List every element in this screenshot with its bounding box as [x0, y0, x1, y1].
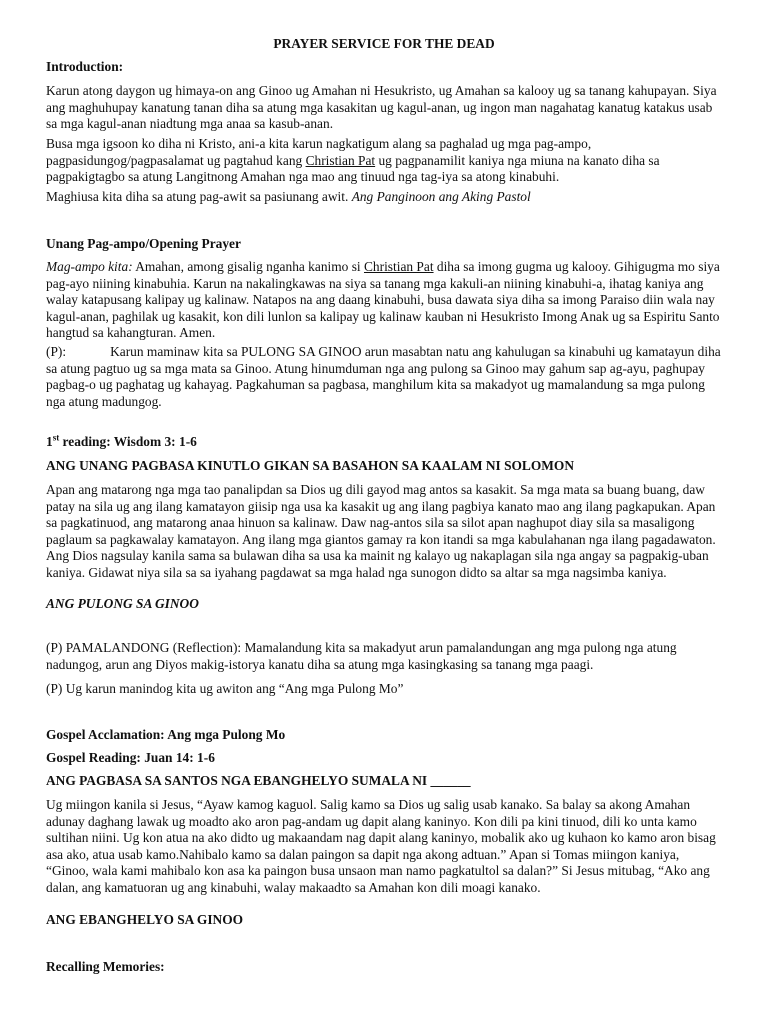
gospel-title: ANG PAGBASA SA SANTOS NGA EBANGHELYO SUMALA NI ______	[46, 773, 471, 788]
gospel-acclamation: Gospel Acclamation: Ang mga Pulong Mo	[46, 727, 286, 742]
opening-song-title: Ang Panginoon ang Aking Pastol	[351, 189, 531, 204]
first-reading-heading: 1st reading: Wisdom 3: 1-6	[46, 432, 197, 449]
first-reading-title: ANG UNANG PAGBASA KINUTLO GIKAN SA BASAHON SA KAALAM NI SOLOMON	[46, 458, 574, 473]
presider-instruction: (P): Karun maminaw kita sa PULONG SA GINOO arun masabtan natu ang kahulugan sa kinabuhi ug kamatayun diha sa atung pagtuo ug sa mga mata sa Ginoo. Atung hinumduman nga ang pulong sa Ginoo may gahum sap ag-ayu, paghupay pagbag-o ug paghatag ug kahayag. Pagkahuman sa pagbasa, manghilum kita sa makadyot ug mamalandung sa mga pulong nga atung madungog.	[46, 344, 721, 409]
first-reading-text: Apan ang matarong nga mga tao panalipdan sa Dios ug dili gayod mag antos sa kasakit. Sa mga mata sa buang buang, daw patay na sila ug ang ilang kamatayon giisip nga usa ka kasakit ug ang ilang pagbiya kanato mao ang ilang pagkapukan. Apan sa pagkatinuod, ang matarong anaa hinuon sa kalinaw. Daw nag-antos sila sa silot apan naghupot diay sila sa masaligong paglaum sa pagkawalay kamatayon. Ang ilang mga giantos gamay ra kon itandi sa mga kabulahanan nga ilang pagadawaton. Ang Dios nagsulay kanila sama sa bulawan diha sa usa ka mainit ng kalayo ug nakaplagan sila nga angay sa pagpakig-uban kaniya. Gidawat niya sila sa sa iyahang pagdawat sa mga halad nga sunogon didto sa altar sa mga nagsimba kaniya.	[46, 482, 716, 580]
page-title: PRAYER SERVICE FOR THE DEAD	[273, 36, 495, 51]
gospel-text: Ug miingon kanila si Jesus, “Ayaw kamog kaguol. Salig kamo sa Dios ug salig usab kanako. Sa balay sa akong Amahan adunay daghang lawak ug moadto ako aron pag-andam ug dapit alang kaninyo. Kon dili pa kini tinuod, dili ko unta kamo sultihan niini. Ug kon atua na ako didto ug makaandam nag dapit alang kaninyo, mobalik ako ug kuhaon ko kamo aron bisag asa ako, atua usab kamo.Nahibalo kamo sa dalan paingon sa dapit nga akong adtuan.” Apan si Tomas miingon kaniya, “Ginoo, wala kami mahibalo kon asa ka paingon busa unsaon man namo pagkatultol sa dalan?” Si Jesus mitubag, “Ako ang dalan, ang kamatuoran ug ang kinabuhi, walay makaadto sa Amahan kon dili moagi kanako.	[46, 797, 716, 895]
first-reading-close: ANG PULONG SA GINOO	[46, 596, 199, 611]
deceased-name: Christian Pat	[363, 259, 434, 274]
deceased-name: Christian Pat	[305, 152, 376, 168]
presider-label: (P):	[46, 344, 67, 359]
gospel-close: ANG EBANGHELYO SA GINOO	[46, 912, 244, 927]
prayer-lead: Mag-ampo kita:	[46, 259, 133, 274]
opening-prayer-text: Mag-ampo kita: Amahan, among gisalig nganha kanimo si Christian Pat diha sa imong gugma ug kalooy. Gihigugma mo siya pag-ayo niining kinabuhia. Karun na nakalingkawas na siya sa tanang mga kakuli-an niining kinabuhi-a, ihatag kaniya ang walay katapusang kalipay ug kalinaw. Natapos na ang daang kinabuhi, busa dawata siya diha sa imong Paraiso diin wala nay kagul-anan, paghilak ug kasakit, kon dili lunlon sa kalipay ug kalinaw kauban ni Hesukristo Imong Anak ug sa Espiritu Santo hangtud sa kahangturan. Amen.	[46, 259, 720, 341]
song-instruction: (P) Ug karun manindog kita ug awiton ang “Ang mga Pulong Mo”	[46, 681, 404, 696]
recalling-memories-heading: Recalling Memories:	[46, 959, 165, 974]
intro-heading: Introduction:	[46, 59, 124, 74]
intro-paragraph-3: Maghiusa kita diha sa atung pag-awit sa pasiunang awit. Ang Panginoon ang Aking Pastol	[46, 189, 531, 204]
opening-prayer-heading: Unang Pag-ampo/Opening Prayer	[46, 236, 241, 251]
intro-paragraph-1: Karun atong daygon ug himaya-on ang Ginoo ug Amahan ni Hesukristo, ug Amahan sa kalooy ug sa tanang kahupayan. Siya ang maghuhupay kanatung tanan diha sa atung mga kasakitan ug kagul-anan, ug ingon man nagahatag kanatug katakus usab sa mga kagul-anan niadtung mga anaa sa kasub-anan.	[46, 83, 717, 132]
reflection-paragraph: (P) PAMALANDONG (Reflection): Mamalandung kita sa makadyut arun pamalandungan ang mga pulong nga atung nadungog, arun ang Diyos makig-istorya kanatu diha sa atung mga kasingkasing sa tanang mga paagi.	[46, 640, 677, 672]
intro-paragraph-2: Busa mga igsoon ko diha ni Kristo, ani-a kita karun nagkatigum alang sa paghalad ug mga pag-ampo, pagpasidungog/pagpasalamat ug pagtahud kang Christian Pat ug pagpanamilit kaniya nga miuna na kanato diha sa pagpakigtagbo sa atung Langitnong Amahan nga mao ang tinuud nga tag-iya sa atong kinabuhi.	[46, 136, 660, 185]
gospel-reading-heading: Gospel Reading: Juan 14: 1-6	[46, 750, 215, 765]
